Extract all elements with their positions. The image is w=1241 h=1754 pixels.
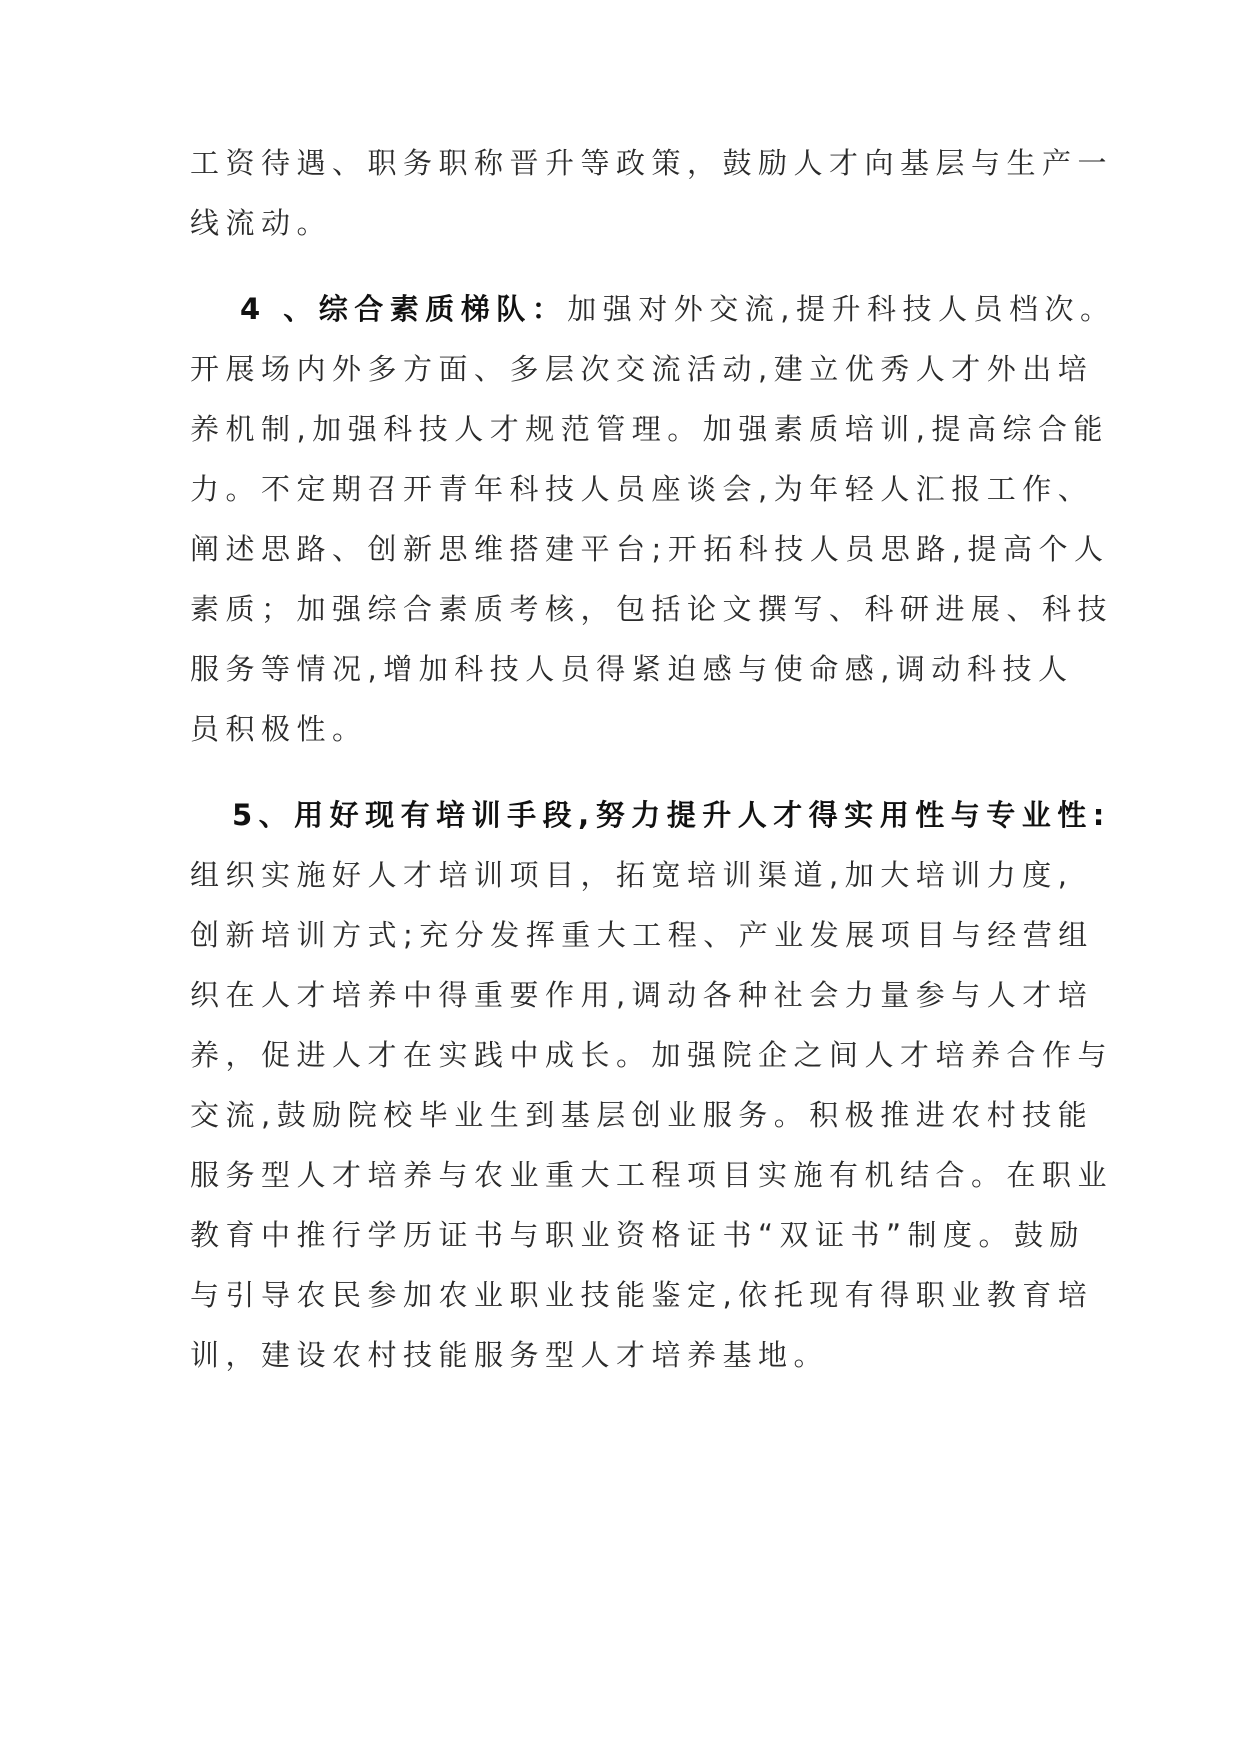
section-4-heading: 4 、综合素质梯队： [240, 292, 568, 326]
paragraph-line: 组织实施好人才培训项目，拓宽培训渠道,加大培训力度, [190, 858, 1074, 892]
section-4-first-line-text: 加强对外交流,提升科技人员档次。 [567, 292, 1116, 326]
paragraph-line: 与引导农民参加农业职业技能鉴定,依托现有得职业教育培 [190, 1278, 1094, 1312]
paragraph-line: 阐述思路、创新思维搭建平台;开拓科技人员思路,提高个人 [190, 532, 1110, 566]
paragraph-line: 服务等情况,增加科技人员得紧迫感与使命感,调动科技人 [190, 652, 1074, 686]
paragraph-line: 养，促进人才在实践中成长。加强院企之间人才培养合作与 [190, 1038, 1114, 1072]
paragraph-line: 员积极性。 [190, 712, 368, 746]
paragraph-line: 织在人才培养中得重要作用,调动各种社会力量参与人才培 [190, 978, 1094, 1012]
paragraph-line: 工资待遇、职务职称晋升等政策，鼓励人才向基层与生产一 [190, 146, 1114, 180]
paragraph-line: 教育中推行学历证书与职业资格证书“双证书”制度。鼓励 [190, 1218, 1086, 1252]
paragraph-line: 线流动。 [190, 206, 333, 240]
paragraph-line: 创新培训方式;充分发挥重大工程、产业发展项目与经营组 [190, 918, 1094, 952]
section-4-first-line [240, 289, 1120, 329]
paragraph-line: 力。不定期召开青年科技人员座谈会,为年轻人汇报工作、 [190, 472, 1094, 506]
paragraph-line: 交流,鼓励院校毕业生到基层创业服务。积极推进农村技能 [190, 1098, 1094, 1132]
paragraph-line: 服务型人才培养与农业重大工程项目实施有机结合。在职业 [190, 1158, 1114, 1192]
section-5-heading: 5、用好现有培训手段,努力提升人才得实用性与专业性: [232, 798, 1111, 832]
paragraph-line: 训，建设农村技能服务型人才培养基地。 [190, 1338, 830, 1372]
paragraph-line: 养机制,加强科技人才规范管理。加强素质培训,提高综合能 [190, 412, 1109, 446]
paragraph-line: 素质；加强综合素质考核，包括论文撰写、科研进展、科技 [190, 592, 1114, 626]
paragraph-line: 开展场内外多方面、多层次交流活动,建立优秀人才外出培 [190, 352, 1094, 386]
